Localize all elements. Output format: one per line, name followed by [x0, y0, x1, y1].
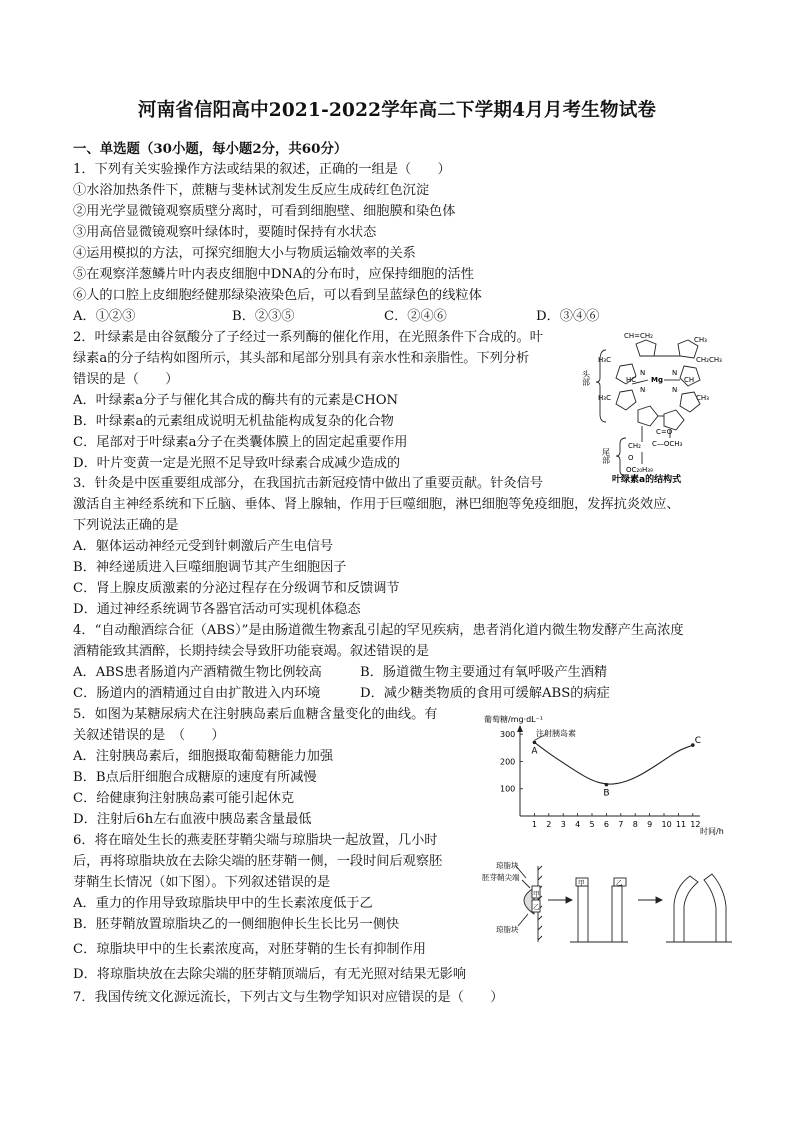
point-label-c: C — [694, 736, 702, 747]
q1-item: ③用高倍显微镜观察叶绿体时，要随时保持有水状态 — [73, 225, 377, 240]
label-agar: 琼脂块 — [496, 861, 519, 870]
q1-option-a: A．①②③ — [73, 309, 136, 324]
x-tick-label: 1 — [531, 820, 537, 829]
q2-option-c: C．尾部对于叶绿素a分子在类囊体膜上的固定起重要作用 — [73, 435, 408, 450]
structure-group: CH₂CH₃ — [696, 356, 722, 364]
q2-stem-line: 错误的是（ ） — [73, 372, 179, 387]
q4-option-c: C．肠道内的酒精通过自由扩散进入内环境 — [73, 686, 321, 701]
y-axis-arrow — [517, 725, 523, 732]
q5-stem-line: 5．如图为某糖尿病犬在注射胰岛素后血糖含量变化的曲线。有 — [73, 707, 438, 722]
x-tick-label: 9 — [647, 820, 653, 829]
structure-group: H₃C — [598, 394, 611, 402]
q6-stem-line: 芽鞘生长情况（如下图）。下列叙述错误的是 — [73, 875, 331, 890]
q3-option-d: D．通过神经系统调节各器官活动可实现机体稳态 — [73, 602, 361, 617]
tail-label: 尾部 — [601, 448, 611, 464]
q2-stem-line: 绿素a的分子结构如图所示，其头部和尾部分别具有亲水性和亲脂性。下列分析 — [73, 351, 530, 366]
q1-item: ①水浴加热条件下，蔗糖与斐林试剂发生反应生成砖红色沉淀 — [73, 183, 430, 198]
structure-group: O — [628, 454, 634, 462]
q1-option-c: C．②④⑥ — [384, 309, 447, 324]
structure-group: CH₂ — [628, 442, 641, 450]
structure-group: C=O — [656, 428, 673, 436]
structure-group: N — [640, 369, 646, 377]
q6-stem-line: 后，再将琼脂块放在去除尖端的胚芽鞘一侧，一段时间后观察胚 — [73, 854, 443, 869]
x-tick-label: 4 — [575, 820, 581, 829]
q7-stem: 7．我国传统文化源远流长，下列古文与生物学知识对应错误的是（ ） — [73, 990, 504, 1005]
q1-item: ④运用模拟的方法，可探究细胞大小与物质运输效率的关系 — [73, 246, 416, 261]
chart-ylabel: 葡萄糖/mg·dL⁻¹ — [484, 715, 544, 724]
x-tick-label: 7 — [618, 820, 624, 829]
q5-option-d: D．注射后6h左右血液中胰岛素含量最低 — [73, 812, 312, 827]
figure-caption: 叶绿素a的结构式 — [612, 475, 682, 485]
x-tick-label: 2 — [546, 820, 552, 829]
q2-stem-line: 2．叶绿素是由谷氨酸分了子经过一系列酶的催化作用，在光照条件下合成的。叶 — [73, 330, 543, 345]
y-tick-label: 200 — [500, 757, 516, 767]
structure-group: H₃C — [598, 356, 611, 364]
structure-group: CH=CH₂ — [624, 332, 653, 340]
q5-option-b: B．B点后肝细胞合成糖原的速度有所减慢 — [73, 770, 317, 785]
y-tick-label: 300 — [500, 730, 516, 740]
q5-stem-line: 关叙述错误的是 （ ） — [73, 728, 225, 743]
x-tick-label: 8 — [632, 820, 638, 829]
structure-group: N — [672, 369, 678, 377]
x-tick-label: 12 — [690, 820, 701, 829]
structure-group: N — [672, 386, 678, 394]
q5-option-a: A．注射胰岛素后，细胞摄取葡萄糖能力加强 — [73, 749, 334, 764]
point-label-b: B — [603, 788, 610, 799]
q1-stem: 1．下列有关实验操作方法或结果的叙述，正确的一组是（ ） — [73, 162, 451, 177]
q1-item: ②用光学显微镜观察质壁分离时，可看到细胞壁、细胞膜和染色体 — [73, 204, 456, 219]
q3-stem-line: 下列说法正确的是 — [73, 518, 179, 533]
q3-stem-line: 激活自主神经系统和下丘脑、垂体、肾上腺轴，作用于巨噬细胞，淋巴细胞等免疫细胞，发挥抗炎效应、 — [73, 497, 680, 512]
coleoptile-figure — [478, 856, 734, 944]
q4-stem-line: 酒精能致其酒醉，长期持续会导致肝功能衰竭。叙述错误的是 — [73, 644, 430, 659]
q4-stem-line: 4．“自动酿酒综合征（ABS）”是由肠道微生物紊乱引起的罕见疾病，患者消化道内微生物发酵产生高浓度 — [73, 623, 684, 638]
structure-group: HC — [626, 376, 637, 384]
chart-annotation: 注射胰岛素 — [536, 729, 576, 738]
q6-option-d: D．将琼脂块放在去除尖端的胚芽鞘顶端后，有无光照对结果无影响 — [73, 967, 467, 982]
q6-option-b: B．胚芽鞘放置琼脂块乙的一侧细胞伸长生长比另一侧快 — [73, 917, 400, 932]
q4-option-d: D．减少糖类物质的食用可缓解ABS的病症 — [360, 686, 610, 701]
structure-group: C—OCH₃ — [652, 440, 683, 448]
head-label: 头部 — [581, 370, 591, 386]
page-title: 河南省信阳高中2021-2022学年高二下学期4月月考生物试卷 — [137, 100, 657, 121]
q1-item: ⑥人的口腔上皮细胞经健那绿染液染色后，可以看到呈蓝绿色的线粒体 — [73, 288, 482, 303]
q1-item: ⑤在观察洋葱鳞片叶内表皮细胞中DNA的分布时，应保持细胞的活性 — [73, 267, 474, 282]
structure-group: N — [640, 386, 646, 394]
q6-option-c: C．琼脂块甲中的生长素浓度高，对胚芽鞘的生长有抑制作用 — [73, 942, 426, 957]
block-b-label: 乙 — [616, 879, 623, 887]
x-tick-label: 11 — [675, 820, 687, 829]
structure-group: CH₃ — [696, 394, 709, 402]
structure-group: CH₃ — [694, 336, 707, 344]
block-b-label: 乙 — [533, 903, 540, 911]
glucose-chart — [478, 712, 736, 840]
section-heading: 一、单选题（30小题，每小题2分，共60分） — [73, 141, 348, 157]
q6-stem-line: 6．将在暗处生长的燕麦胚芽鞘尖端与琼脂块一起放置，几小时 — [73, 833, 438, 848]
x-tick-label: 5 — [589, 820, 595, 829]
series-line — [534, 742, 692, 784]
label-agar2: 琼脂块 — [496, 925, 519, 934]
q4-option-a: A．ABS患者肠道内产酒精微生物比例较高 — [73, 665, 322, 680]
q2-option-b: B．叶绿素a的元素组成说明无机盐能构成复杂的化合物 — [73, 414, 394, 429]
q3-option-a: A．躯体运动神经元受到针刺激后产生电信号 — [73, 539, 334, 554]
q6-option-a: A．重力的作用导致琼脂块甲中的生长素浓度低于乙 — [73, 896, 373, 911]
structure-group: CH — [684, 376, 695, 384]
chlorophyll-structure-figure — [581, 330, 734, 485]
q1-option-d: D．③④⑥ — [536, 309, 600, 324]
x-tick-label: 6 — [603, 820, 609, 829]
x-tick-label: 10 — [661, 820, 672, 829]
q1-option-b: B．②③⑤ — [232, 309, 295, 324]
point-b — [605, 783, 609, 787]
structure-group: OC₂₀H₃₉ — [626, 466, 653, 474]
q3-stem-line: 3．针灸是中医重要组成部分，在我国抗击新冠疫情中做出了重要贡献。针灸信号 — [73, 476, 543, 491]
q2-option-d: D．叶片变黄一定是光照不足导致叶绿素合成减少造成的 — [73, 456, 401, 471]
label-tip: 胚芽鞘尖端 — [482, 873, 520, 882]
block-a-label: 甲 — [578, 879, 585, 887]
block-a-label: 甲 — [533, 890, 540, 898]
point-a — [533, 741, 537, 745]
structure-group: Mg — [651, 376, 663, 384]
q5-option-c: C．给健康狗注射胰岛素可能引起休克 — [73, 791, 295, 806]
q4-option-b: B．肠道微生物主要通过有氧呼吸产生酒精 — [360, 665, 608, 680]
chart-xlabel: 时间/h — [700, 827, 724, 836]
y-tick-label: 100 — [500, 784, 516, 794]
x-tick-label: 3 — [560, 820, 566, 829]
q2-option-a: A．叶绿素a分子与催化其合成的酶共有的元素是CHON — [73, 393, 399, 408]
q3-option-c: C．肾上腺皮质激素的分泌过程存在分级调节和反馈调节 — [73, 581, 400, 596]
point-label-a: A — [531, 746, 538, 757]
q3-option-b: B．神经递质进入巨噬细胞调节其产生细胞因子 — [73, 560, 347, 575]
